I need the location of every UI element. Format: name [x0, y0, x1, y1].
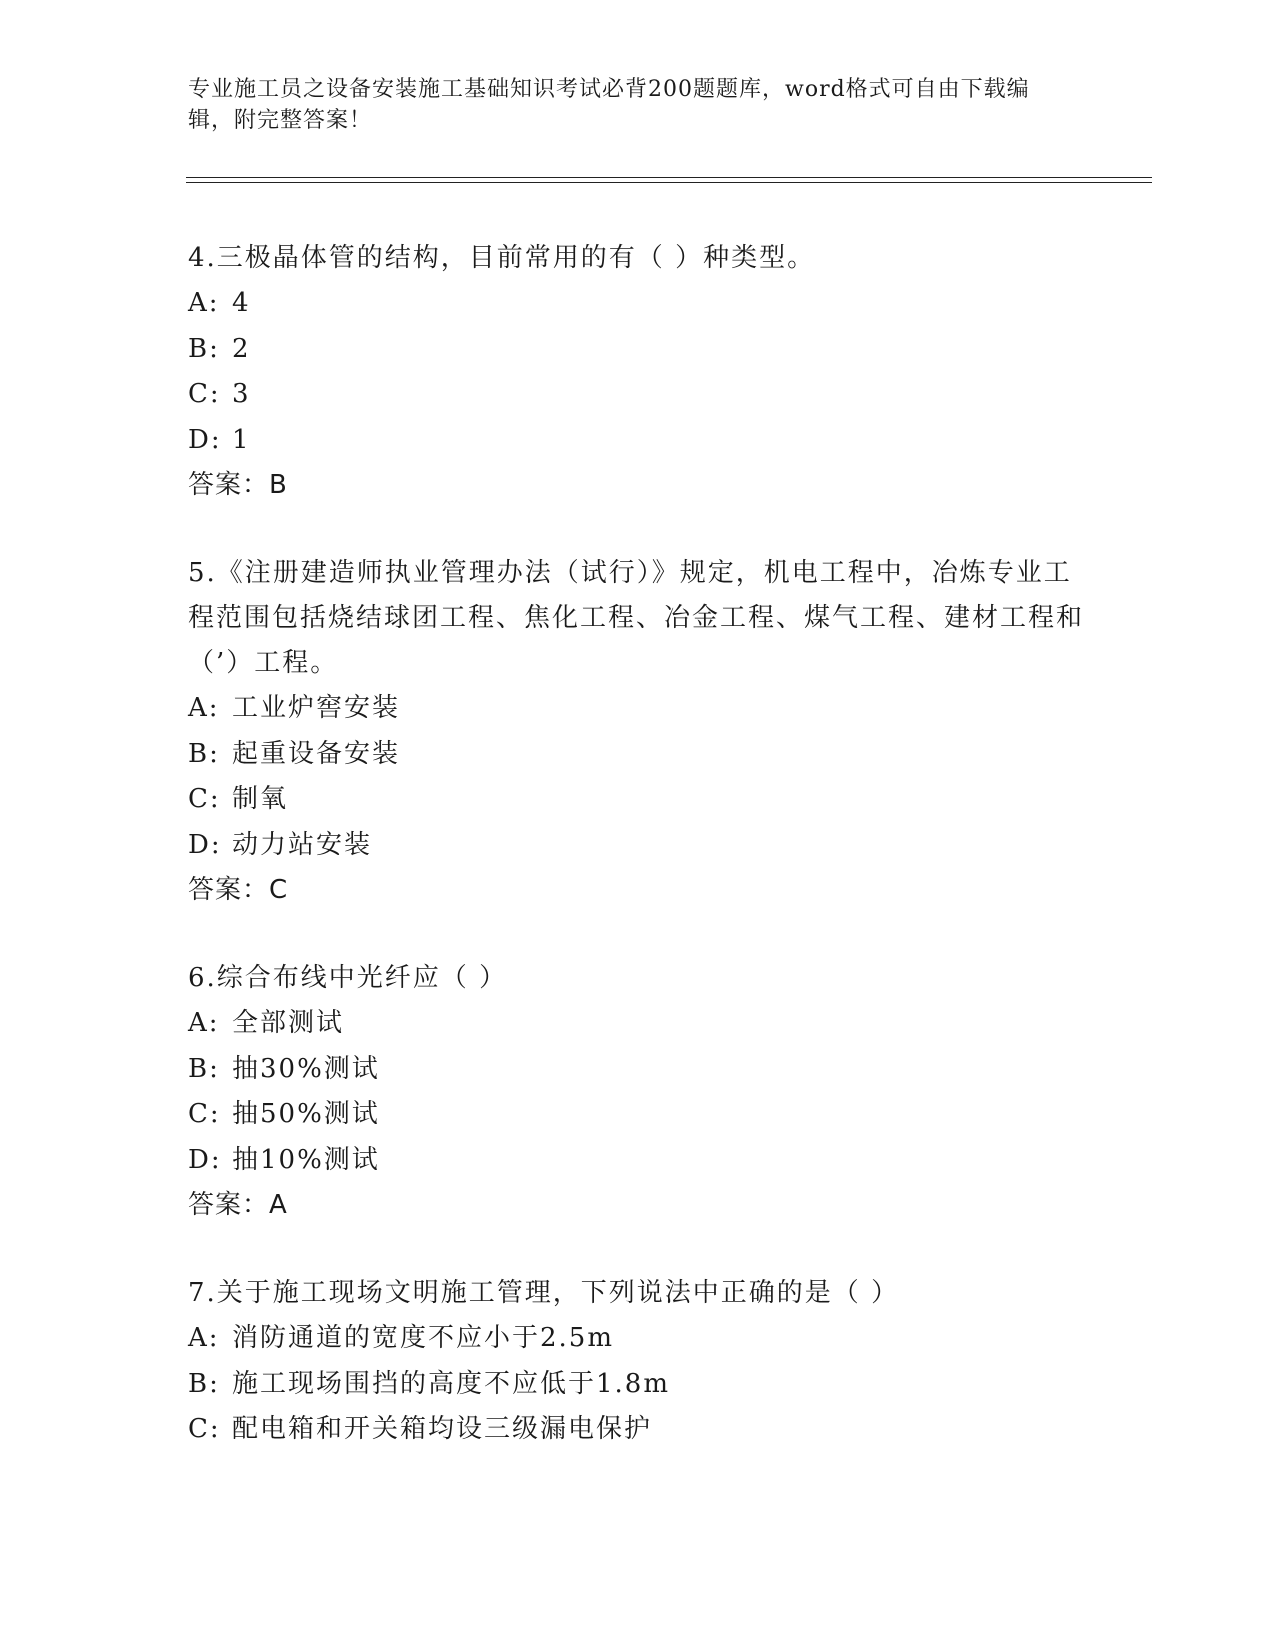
- option-c: [188, 372, 1088, 418]
- option-text: 动力站安装: [232, 829, 373, 860]
- option-key: A:: [188, 1323, 220, 1353]
- question-text: 6.综合布线中光纤应（ ）: [188, 963, 508, 993]
- option-text: 抽30%测试: [232, 1053, 380, 1084]
- question-4: [188, 236, 1088, 507]
- answer: 答案：A: [188, 1190, 288, 1220]
- option-c: [188, 777, 1088, 823]
- option-key: D:: [188, 1144, 222, 1175]
- option-b: [188, 1047, 1088, 1093]
- question-6: [188, 956, 1088, 1227]
- option-text: 起重设备安装: [232, 738, 401, 769]
- option-text: 配电箱和开关箱均设三级漏电保护: [232, 1414, 653, 1444]
- option-c: [188, 1407, 1088, 1453]
- header-divider-bottom: [186, 182, 1152, 183]
- option-c: [188, 1092, 1088, 1138]
- option-a: [188, 1316, 1088, 1362]
- option-a: [188, 281, 1088, 327]
- option-key: C:: [188, 784, 221, 814]
- option-key: B:: [188, 738, 220, 769]
- option-a: [188, 686, 1088, 732]
- option-a: [188, 1001, 1088, 1047]
- option-text: 3: [232, 379, 251, 409]
- option-b: [188, 327, 1088, 373]
- option-text: 1: [232, 424, 251, 455]
- answer: 答案：C: [188, 875, 289, 905]
- option-key: B:: [188, 1053, 220, 1084]
- answer: 答案：B: [188, 470, 288, 500]
- option-key: C:: [188, 1414, 221, 1444]
- option-key: B:: [188, 333, 220, 364]
- option-text: 工业炉窖安装: [232, 693, 401, 723]
- option-text: 施工现场围挡的高度不应低于1.8m: [232, 1368, 671, 1399]
- option-b: [188, 1362, 1088, 1408]
- header-divider-top: [186, 177, 1152, 178]
- option-d: [188, 418, 1088, 464]
- option-text: 2: [232, 333, 251, 364]
- question-list: [188, 236, 1088, 1497]
- option-b: [188, 732, 1088, 778]
- option-key: B:: [188, 1368, 220, 1399]
- option-key: D:: [188, 829, 222, 860]
- option-text: 消防通道的宽度不应小于2.5m: [232, 1323, 615, 1353]
- option-d: [188, 823, 1088, 869]
- option-key: C:: [188, 1099, 221, 1129]
- option-text: 制氧: [232, 784, 289, 814]
- question-text: 4.三极晶体管的结构，目前常用的有（ ）种类型。: [188, 243, 816, 273]
- option-key: C:: [188, 379, 221, 409]
- question-7: [188, 1271, 1088, 1453]
- option-text: 抽50%测试: [232, 1099, 380, 1129]
- option-text: 4: [232, 288, 251, 318]
- option-text: 全部测试: [232, 1008, 345, 1038]
- option-d: [188, 1138, 1088, 1184]
- option-key: D:: [188, 424, 222, 455]
- option-text: 抽10%测试: [232, 1144, 380, 1175]
- question-5: [188, 551, 1088, 912]
- option-key: A:: [188, 1008, 220, 1038]
- question-text: 7.关于施工现场文明施工管理，下列说法中正确的是（ ）: [188, 1278, 900, 1308]
- option-key: A:: [188, 288, 220, 318]
- option-key: A:: [188, 693, 220, 723]
- question-text: 5.《注册建造师执业管理办法（试行）》规定，机电工程中，冶炼专业工程范围包括烧结球团工程、焦化工程、冶金工程、煤气工程、建材工程和（’）工程。: [188, 558, 1085, 678]
- document-header: 专业施工员之设备安装施工基础知识考试必背200题题库，word格式可自由下载编辑，附完整答案！: [188, 77, 1030, 133]
